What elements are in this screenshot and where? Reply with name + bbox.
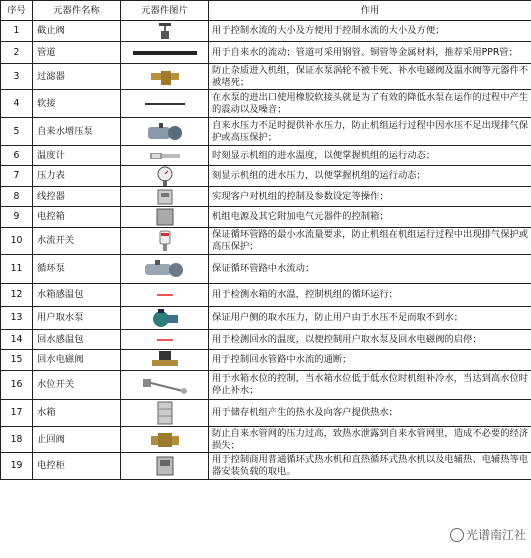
component-name: 温度计 [33,146,121,166]
component-function: 实现客户对机组的控制及参数设定等操作； [209,187,531,207]
component-name: 回水电磁阀 [33,350,121,371]
component-name: 软接 [33,90,121,118]
table-row [1,118,531,146]
table-row [1,255,531,284]
component-function: 刻显示机组的进水压力，以便掌握机组的运行动态； [209,166,531,187]
check-valve-icon [121,427,209,453]
row-number: 9 [1,207,33,228]
component-function: 时刻显示机组的进水温度，以便掌握机组的运行动态； [209,146,531,166]
table-row [1,21,531,42]
table-row [1,427,531,453]
pressure-gauge-icon [121,166,209,187]
control-cabinet-icon [121,453,209,480]
electric-box-icon [121,207,209,228]
header-name: 元器件名称 [33,1,121,21]
wire-controller-icon [121,187,209,207]
flexible-joint-icon [121,90,209,118]
row-number: 7 [1,166,33,187]
table-row [1,307,531,330]
component-function: 用于控制商用普通循环式热水机和直热循环式热水机以及电辅热、电辅热等电器安装负载的取电。 [209,453,531,480]
header-function: 作用 [209,1,531,21]
component-name: 管道 [33,42,121,64]
table-row [1,330,531,350]
table-row [1,371,531,400]
row-number: 11 [1,255,33,284]
table-row [1,228,531,255]
level-switch-icon [121,371,209,400]
row-number: 10 [1,228,33,255]
component-name: 止回阀 [33,427,121,453]
user-pump-icon [121,307,209,330]
table-row [1,350,531,371]
row-number: 14 [1,330,33,350]
strainer-icon [121,64,209,90]
return-sensor-icon [121,330,209,350]
row-number: 15 [1,350,33,371]
component-name: 线控器 [33,187,121,207]
component-function: 机组电源及其它附加电气元器件的控制箱； [209,207,531,228]
component-name: 水箱 [33,400,121,427]
component-name: 截止阀 [33,21,121,42]
water-tank-icon [121,400,209,427]
component-function: 保证循环管路的最小水流量要求，防止机组在机组运行过程中出现排气保护或高压保护； [209,228,531,255]
row-number: 3 [1,64,33,90]
table-row [1,400,531,427]
component-function: 防止自来水管网的压力过高，致热水泄露到自来水管网里，造成不必要的经济损失； [209,427,531,453]
component-function: 保证循环管路中水流动； [209,255,531,284]
component-function: 用于检测水箱的水温，控制机组的循环运行； [209,284,531,307]
component-name: 水箱感温包 [33,284,121,307]
row-number: 13 [1,307,33,330]
row-number: 16 [1,371,33,400]
row-number: 18 [1,427,33,453]
row-number: 19 [1,453,33,480]
table-row [1,453,531,480]
component-name: 水流开关 [33,228,121,255]
component-name: 过滤器 [33,64,121,90]
header-picture: 元器件图片 [121,1,209,21]
flow-switch-icon [121,228,209,255]
row-number: 4 [1,90,33,118]
header-no: 序号 [1,1,33,21]
row-number: 2 [1,42,33,64]
row-number: 6 [1,146,33,166]
component-function: 用于储存机组产生的热水及向客户提供热水； [209,400,531,427]
component-function: 用于水箱水位的控制，当水箱水位低于低水位时机组补冷水，当达到高水位时停止补水； [209,371,531,400]
component-name: 电控箱 [33,207,121,228]
row-number: 8 [1,187,33,207]
component-name: 循环泵 [33,255,121,284]
component-function: 在水泵的进出口使用橡胶软接头就是为了有效的降低水泵在运作的过程中产生的震动以及噪音； [209,90,531,118]
header-row [1,1,531,21]
solenoid-valve-icon [121,350,209,371]
watermark-logo-icon [450,528,464,542]
component-function: 自来水压力不足时提供补水压力，防止机组运行过程中因水压不足出现排气保护或高压保护； [209,118,531,146]
table-row [1,166,531,187]
shutoff-valve-icon [121,21,209,42]
component-name: 水位开关 [33,371,121,400]
table-row [1,90,531,118]
component-name: 电控柜 [33,453,121,480]
component-name: 自来水增压泵 [33,118,121,146]
pipe-icon [121,42,209,64]
row-number: 1 [1,21,33,42]
circulation-pump-icon [121,255,209,284]
table-row [1,64,531,90]
component-function: 用于检测回水的温度，以便控制用户取水泵及回水电磁阀的启停； [209,330,531,350]
component-function: 防止杂质进入机组，保证水泵涡轮不被卡死、补水电磁阀及温水阀等元器件不被堵死； [209,64,531,90]
table-row [1,146,531,166]
row-number: 12 [1,284,33,307]
component-name: 回水感温包 [33,330,121,350]
component-function: 用于控制水流的大小及方便用于控制水流的大小及方便； [209,21,531,42]
thermometer-icon [121,146,209,166]
component-name: 压力表 [33,166,121,187]
component-function: 用于自来水的流动；管道可采用钢管、铜管等金属材料，推荐采用PPR管； [209,42,531,64]
component-function: 保证用户侧的取水压力，防止用户由于水压不足而取不到水； [209,307,531,330]
table-row [1,187,531,207]
component-function: 用于控制回水管路中水流的通断； [209,350,531,371]
booster-pump-icon [121,118,209,146]
table-row [1,284,531,307]
component-name: 用户取水泵 [33,307,121,330]
row-number: 17 [1,400,33,427]
table-row [1,42,531,64]
tank-sensor-icon [121,284,209,307]
watermark-text: 光谱南江社 [465,528,526,542]
table-row [1,207,531,228]
row-number: 5 [1,118,33,146]
watermark [447,525,529,544]
